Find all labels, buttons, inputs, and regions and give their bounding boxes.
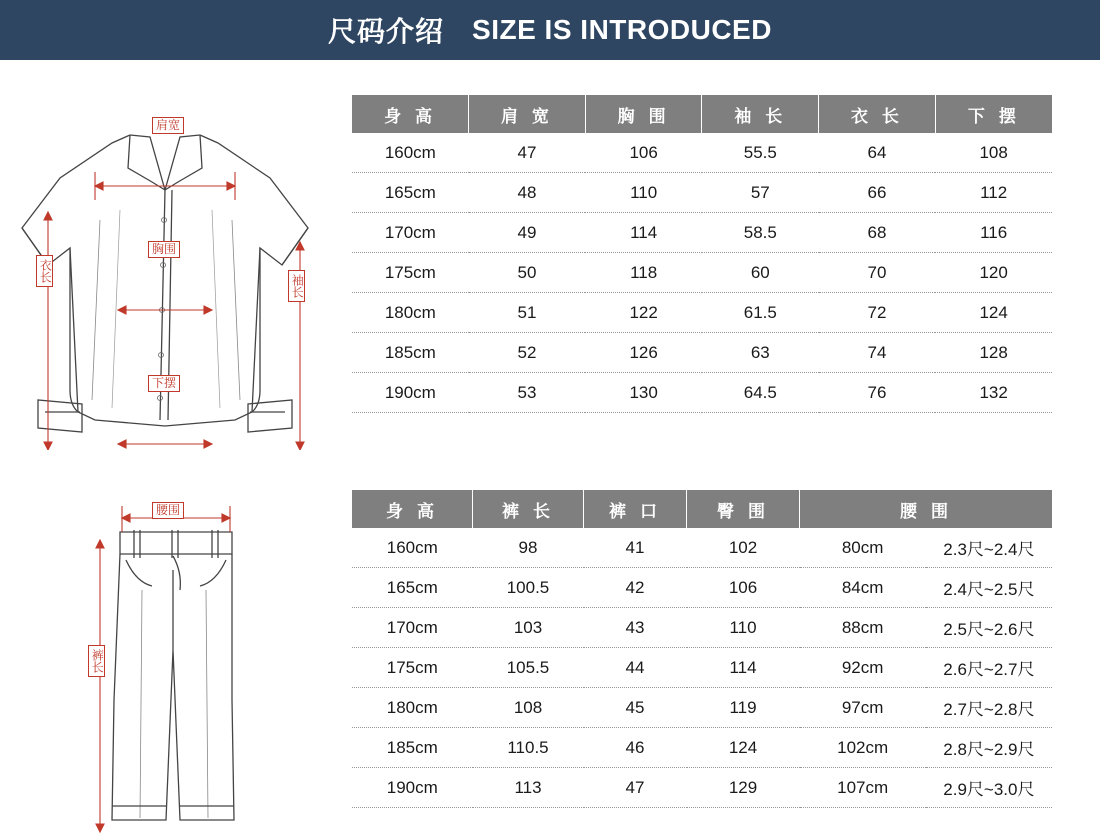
cell-chest: 114 [585, 213, 702, 253]
cell-hem: 128 [935, 333, 1052, 373]
table-row [352, 608, 1052, 648]
cell-length: 72 [819, 293, 936, 333]
cell-pant-opening: 43 [584, 608, 687, 648]
cell-height: 170cm [352, 213, 469, 253]
cell-waist-cm: 97cm [800, 688, 926, 728]
cell-length: 68 [819, 213, 936, 253]
cell-sleeve: 64.5 [702, 373, 819, 413]
cell-hip: 124 [687, 728, 800, 768]
cell-pant-length: 113 [473, 768, 584, 808]
cell-pant-length: 108 [473, 688, 584, 728]
cell-waist-chi: 2.4尺~2.5尺 [926, 568, 1052, 608]
cell-sleeve: 60 [702, 253, 819, 293]
th-waist: 腰 围 [800, 490, 1053, 528]
cell-length: 66 [819, 173, 936, 213]
shirt-section [0, 60, 1100, 450]
cell-waist-cm: 92cm [800, 648, 926, 688]
th-hem: 下 摆 [935, 95, 1052, 133]
page-header [0, 0, 1100, 60]
cell-hem: 108 [935, 133, 1052, 173]
cell-sleeve: 63 [702, 333, 819, 373]
cell-height: 185cm [352, 728, 473, 768]
cell-hip: 102 [687, 528, 800, 568]
cell-hip: 119 [687, 688, 800, 728]
label-waist: 腰围 [152, 502, 184, 519]
cell-height: 190cm [352, 768, 473, 808]
table-header-row [352, 95, 1052, 133]
table-row [352, 293, 1052, 333]
cell-shoulder: 50 [469, 253, 586, 293]
cell-hip: 110 [687, 608, 800, 648]
cell-shoulder: 51 [469, 293, 586, 333]
table-header-row [352, 490, 1052, 528]
cell-height: 160cm [352, 528, 473, 568]
cell-waist-chi: 2.8尺~2.9尺 [926, 728, 1052, 768]
cell-height: 175cm [352, 253, 469, 293]
label-garment-length: 衣长 [36, 255, 53, 287]
cell-height: 170cm [352, 608, 473, 648]
table-row [352, 568, 1052, 608]
cell-pant-opening: 45 [584, 688, 687, 728]
cell-pant-length: 100.5 [473, 568, 584, 608]
cell-sleeve: 58.5 [702, 213, 819, 253]
cell-waist-chi: 2.9尺~3.0尺 [926, 768, 1052, 808]
table-row [352, 133, 1052, 173]
cell-pant-length: 105.5 [473, 648, 584, 688]
table-row [352, 768, 1052, 808]
cell-waist-chi: 2.7尺~2.8尺 [926, 688, 1052, 728]
th-pant-length: 裤 长 [473, 490, 584, 528]
cell-length: 76 [819, 373, 936, 413]
shirt-figure [0, 60, 350, 450]
cell-shoulder: 52 [469, 333, 586, 373]
cell-waist-chi: 2.5尺~2.6尺 [926, 608, 1052, 648]
cell-sleeve: 57 [702, 173, 819, 213]
cell-shoulder: 47 [469, 133, 586, 173]
pants-section [0, 450, 1100, 837]
label-shoulder-width: 肩宽 [152, 117, 184, 134]
cell-length: 70 [819, 253, 936, 293]
label-sleeve-length: 袖长 [288, 270, 305, 302]
cell-hem: 124 [935, 293, 1052, 333]
cell-pant-length: 103 [473, 608, 584, 648]
cell-pant-length: 110.5 [473, 728, 584, 768]
th-shoulder: 肩 宽 [469, 95, 586, 133]
table-row [352, 213, 1052, 253]
cell-pant-opening: 44 [584, 648, 687, 688]
cell-waist-chi: 2.6尺~2.7尺 [926, 648, 1052, 688]
cell-waist-cm: 102cm [800, 728, 926, 768]
table-row [352, 173, 1052, 213]
cell-chest: 106 [585, 133, 702, 173]
cell-length: 64 [819, 133, 936, 173]
cell-height: 165cm [352, 568, 473, 608]
cell-chest: 118 [585, 253, 702, 293]
cell-length: 74 [819, 333, 936, 373]
page-title-en: SIZE IS INTRODUCED [472, 14, 772, 45]
cell-sleeve: 55.5 [702, 133, 819, 173]
label-chest: 胸围 [148, 241, 180, 258]
shirt-size-table-wrapper [352, 95, 1052, 413]
table-row [352, 648, 1052, 688]
cell-hem: 116 [935, 213, 1052, 253]
cell-hem: 120 [935, 253, 1052, 293]
th-sleeve: 袖 长 [702, 95, 819, 133]
cell-height: 180cm [352, 293, 469, 333]
label-pant-length: 裤长 [88, 645, 105, 677]
cell-hem: 112 [935, 173, 1052, 213]
label-hem: 下摆 [148, 375, 180, 392]
table-row [352, 688, 1052, 728]
cell-height: 180cm [352, 688, 473, 728]
cell-shoulder: 53 [469, 373, 586, 413]
pants-size-table [352, 490, 1052, 808]
cell-chest: 122 [585, 293, 702, 333]
cell-waist-cm: 88cm [800, 608, 926, 648]
cell-waist-cm: 84cm [800, 568, 926, 608]
th-pant-opening: 裤 口 [584, 490, 687, 528]
cell-chest: 130 [585, 373, 702, 413]
th-chest: 胸 围 [585, 95, 702, 133]
cell-hem: 132 [935, 373, 1052, 413]
cell-shoulder: 48 [469, 173, 586, 213]
cell-chest: 110 [585, 173, 702, 213]
cell-pant-opening: 47 [584, 768, 687, 808]
table-row [352, 728, 1052, 768]
table-row [352, 528, 1052, 568]
page-title-cn: 尺码介绍 [328, 15, 445, 48]
cell-height: 190cm [352, 373, 469, 413]
cell-pant-opening: 41 [584, 528, 687, 568]
th-hip: 臀 围 [687, 490, 800, 528]
cell-sleeve: 61.5 [702, 293, 819, 333]
cell-waist-chi: 2.3尺~2.4尺 [926, 528, 1052, 568]
cell-waist-cm: 107cm [800, 768, 926, 808]
cell-height: 165cm [352, 173, 469, 213]
table-row [352, 253, 1052, 293]
cell-hip: 106 [687, 568, 800, 608]
cell-hip: 114 [687, 648, 800, 688]
cell-chest: 126 [585, 333, 702, 373]
cell-pant-opening: 46 [584, 728, 687, 768]
pants-figure [0, 450, 350, 837]
pants-size-table-wrapper [352, 490, 1052, 808]
th-length: 衣 长 [819, 95, 936, 133]
cell-waist-cm: 80cm [800, 528, 926, 568]
cell-height: 175cm [352, 648, 473, 688]
table-row [352, 373, 1052, 413]
cell-shoulder: 49 [469, 213, 586, 253]
cell-pant-opening: 42 [584, 568, 687, 608]
shirt-size-table [352, 95, 1052, 413]
th-height: 身 高 [352, 95, 469, 133]
cell-pant-length: 98 [473, 528, 584, 568]
cell-hip: 129 [687, 768, 800, 808]
cell-height: 160cm [352, 133, 469, 173]
cell-height: 185cm [352, 333, 469, 373]
table-row [352, 333, 1052, 373]
th-height: 身 高 [352, 490, 473, 528]
